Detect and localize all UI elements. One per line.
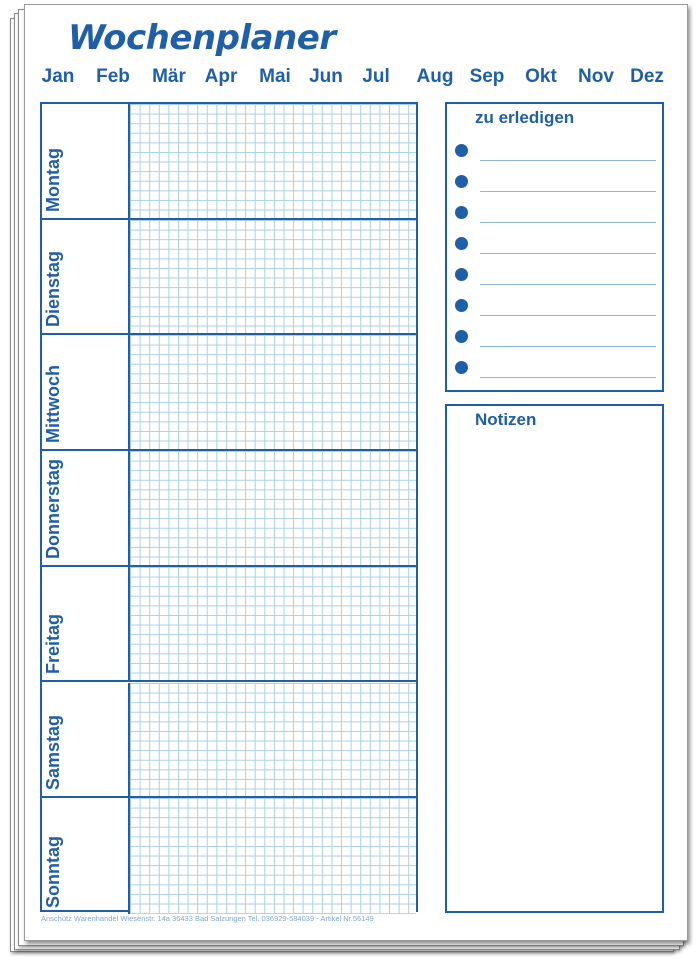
month-label: Jan bbox=[41, 66, 75, 87]
week-days-table bbox=[40, 102, 418, 912]
day-label-cell bbox=[42, 567, 130, 681]
day-label-cell bbox=[42, 451, 130, 565]
writing-line bbox=[480, 377, 656, 378]
page-title: Wochenplaner bbox=[68, 18, 336, 58]
bullet-icon bbox=[455, 144, 468, 157]
day-label: Samstag bbox=[43, 715, 63, 791]
todo-item[interactable] bbox=[447, 352, 662, 383]
month-row bbox=[0, 66, 696, 92]
month-label: Aug bbox=[416, 66, 454, 87]
bullet-icon bbox=[455, 330, 468, 343]
todo-box bbox=[445, 102, 664, 392]
day-label: Donnerstag bbox=[43, 458, 63, 559]
todo-heading: zu erledigen bbox=[475, 108, 575, 127]
bullet-icon bbox=[455, 175, 468, 188]
todo-item[interactable] bbox=[447, 135, 662, 166]
writing-line bbox=[480, 284, 656, 285]
bullet-icon bbox=[455, 361, 468, 374]
day-row-freitag bbox=[42, 567, 416, 683]
day-label: Sonntag bbox=[43, 835, 63, 908]
day-row-samstag bbox=[42, 683, 416, 799]
day-grid-area[interactable] bbox=[130, 335, 416, 449]
day-label-cell bbox=[42, 683, 130, 797]
month-label: Okt bbox=[525, 66, 557, 87]
bullet-icon bbox=[455, 237, 468, 250]
todo-item[interactable] bbox=[447, 321, 662, 352]
day-grid-area[interactable] bbox=[130, 451, 416, 565]
day-grid-area[interactable] bbox=[130, 567, 416, 681]
day-label: Freitag bbox=[43, 614, 63, 675]
todo-item[interactable] bbox=[447, 228, 662, 259]
writing-line bbox=[480, 346, 656, 347]
footer-imprint: Anschütz Warenhandel Wiesenstr. 14a 36433 Bad Salzungen Tel. 036929-584039 - Artikel Nr.56149 bbox=[41, 914, 374, 923]
month-label: Jul bbox=[362, 66, 390, 87]
day-row-mittwoch bbox=[42, 335, 416, 451]
writing-line bbox=[480, 160, 656, 161]
todo-item[interactable] bbox=[447, 166, 662, 197]
day-label: Montag bbox=[43, 147, 63, 212]
writing-line bbox=[480, 315, 656, 316]
day-grid-area[interactable] bbox=[130, 683, 416, 797]
month-label: Nov bbox=[578, 66, 614, 87]
bullet-icon bbox=[455, 206, 468, 219]
writing-line bbox=[480, 222, 656, 223]
day-row-montag bbox=[42, 104, 416, 220]
writing-line bbox=[480, 253, 656, 254]
notes-heading: Notizen bbox=[475, 410, 537, 429]
day-label-cell bbox=[42, 798, 130, 914]
day-label: Dienstag bbox=[43, 251, 63, 328]
day-grid-area[interactable] bbox=[130, 798, 416, 914]
month-label: Feb bbox=[96, 66, 130, 87]
day-grid-area[interactable] bbox=[130, 220, 416, 334]
month-label: Dez bbox=[630, 66, 664, 87]
bullet-icon bbox=[455, 268, 468, 281]
writing-line bbox=[480, 191, 656, 192]
day-row-sonntag bbox=[42, 798, 416, 914]
day-grid-area[interactable] bbox=[130, 104, 416, 218]
month-label: Apr bbox=[204, 66, 238, 87]
day-label: Mittwoch bbox=[43, 365, 63, 444]
notes-box[interactable] bbox=[445, 404, 664, 913]
day-row-dienstag bbox=[42, 220, 416, 336]
bullet-icon bbox=[455, 299, 468, 312]
day-label-cell bbox=[42, 335, 130, 449]
month-label: Sep bbox=[469, 66, 505, 87]
month-label: Jun bbox=[309, 66, 343, 87]
day-label-cell bbox=[42, 104, 130, 218]
todo-item[interactable] bbox=[447, 290, 662, 321]
day-label-cell bbox=[42, 220, 130, 334]
day-row-donnerstag bbox=[42, 451, 416, 567]
month-label: Mär bbox=[152, 66, 186, 87]
month-label: Mai bbox=[259, 66, 291, 87]
todo-item[interactable] bbox=[447, 259, 662, 290]
todo-item[interactable] bbox=[447, 197, 662, 228]
